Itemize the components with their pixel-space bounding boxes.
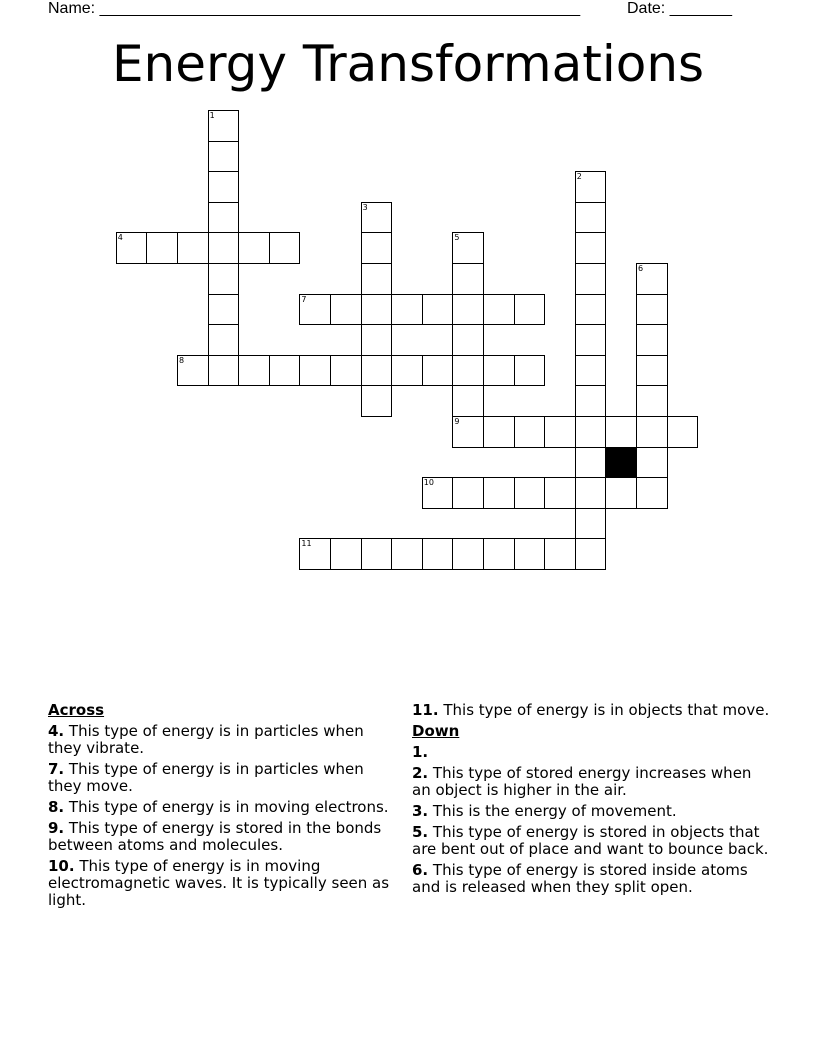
crossword-cell[interactable] [361,294,393,326]
crossword-cell[interactable] [208,232,240,264]
crossword-cell[interactable] [208,202,240,234]
crossword-cell[interactable] [361,324,393,356]
crossword-cell[interactable] [636,294,668,326]
crossword-cell[interactable] [422,477,454,509]
clue-down-5: 5. This type of energy is stored in objects that are bent out of place and want to bounce back. [412,823,769,858]
clue-across-7: 7. This type of energy is in particles when they move. [48,760,364,795]
date-field: Date: _______ [627,0,732,17]
crossword-cell[interactable] [605,416,637,448]
crossword-cell[interactable] [636,477,668,509]
crossword-cell[interactable] [636,447,668,479]
crossword-cell[interactable] [452,263,484,295]
crossword-cell[interactable] [483,294,515,326]
clue-number: 5 [454,233,460,243]
crossword-cell[interactable] [146,232,178,264]
crossword-cell[interactable] [575,538,607,570]
crossword-cell[interactable] [575,447,607,479]
crossword-cell[interactable] [575,171,607,203]
crossword-cell[interactable] [208,110,240,142]
blocked-cell [605,447,637,479]
crossword-cell[interactable] [208,294,240,326]
clue-across-9: 9. This type of energy is stored in the bonds between atoms and molecules. [48,819,382,854]
clue-number: 8 [179,355,185,365]
crossword-cell[interactable] [299,538,331,570]
crossword-cell[interactable] [452,232,484,264]
crossword-cell[interactable] [361,385,393,417]
crossword-cell[interactable] [391,294,423,326]
crossword-cell[interactable] [361,263,393,295]
clues-column-left [48,702,398,913]
crossword-cell[interactable] [575,294,607,326]
crossword-cell[interactable] [391,355,423,387]
crossword-cell[interactable] [636,263,668,295]
crossword-cell[interactable] [238,232,270,264]
clue-number: 1 [209,111,215,120]
crossword-cell[interactable] [361,232,393,264]
across-heading: Across [48,701,105,719]
crossword-cell[interactable] [483,538,515,570]
crossword-cell[interactable] [177,355,209,387]
crossword-cell[interactable] [575,385,607,417]
clue-down-2: 2. This type of stored energy increases when an object is higher in the air. [412,764,752,799]
crossword-cell[interactable] [452,385,484,417]
clue-number: 10 [423,478,434,488]
crossword-cell[interactable] [208,263,240,295]
clue-across-11: 11. This type of energy is in objects that move. [412,701,770,719]
crossword-cell[interactable] [269,355,301,387]
clue-across-4: 4. This type of energy is in particles when they vibrate. [48,722,364,757]
clue-number: 2 [576,172,582,182]
crossword-cell[interactable] [452,324,484,356]
crossword-cell[interactable] [422,538,454,570]
crossword-cell[interactable] [452,477,484,509]
crossword-cell[interactable] [605,477,637,509]
crossword-cell[interactable] [483,355,515,387]
clue-number: 3 [362,202,368,212]
crossword-cell[interactable] [483,416,515,448]
crossword-cell[interactable] [636,385,668,417]
crossword-cell[interactable] [514,416,546,448]
crossword-cell[interactable] [636,416,668,448]
crossword-cell[interactable] [636,324,668,356]
clues-column-right [412,702,772,900]
crossword-cell[interactable] [452,294,484,326]
crossword-cell[interactable] [361,202,393,234]
clue-down-6: 6. This type of energy is stored inside atoms and is released when they split open. [412,861,748,896]
crossword-cell[interactable] [269,232,301,264]
crossword-cell[interactable] [208,141,240,173]
crossword-cell[interactable] [422,294,454,326]
page-title: Energy Transformations [111,35,705,93]
crossword-cell[interactable] [177,232,209,264]
crossword-cell[interactable] [575,416,607,448]
crossword-cell[interactable] [514,538,546,570]
clue-number: 6 [638,264,644,273]
clue-down-3: 3. This is the energy of movement. [412,802,677,820]
crossword-cell[interactable] [208,171,240,203]
crossword-cell[interactable] [575,508,607,540]
crossword-cell[interactable] [544,477,576,509]
crossword-cell[interactable] [391,538,423,570]
clue-number: 4 [117,233,123,243]
crossword-cell[interactable] [208,324,240,356]
crossword-cell[interactable] [575,263,607,295]
crossword-cell[interactable] [208,355,240,387]
crossword-cell[interactable] [330,294,362,326]
crossword-cell[interactable] [514,477,546,509]
crossword-cell[interactable] [636,355,668,387]
crossword-cell[interactable] [544,416,576,448]
crossword-cell[interactable] [575,355,607,387]
clue-across-8: 8. This type of energy is in moving electrons. [48,798,389,816]
crossword-cell[interactable] [575,232,607,264]
crossword-cell[interactable] [544,538,576,570]
crossword-cell[interactable] [575,477,607,509]
crossword-cell[interactable] [299,294,331,326]
down-heading: Down [412,722,460,740]
crossword-cell[interactable] [452,538,484,570]
crossword-cell[interactable] [361,355,393,387]
crossword-cell[interactable] [299,355,331,387]
crossword-cell[interactable] [452,355,484,387]
crossword-cell[interactable] [514,294,546,326]
crossword-cell[interactable] [452,416,484,448]
crossword-cell[interactable] [238,355,270,387]
name-field: Name: ______________________________________________________ [48,0,581,17]
crossword-cell[interactable] [330,538,362,570]
crossword-cell[interactable] [575,202,607,234]
crossword-cell[interactable] [667,416,699,448]
clue-number: 7 [301,294,307,304]
clue-across-10: 10. This type of energy is in moving electromagnetic waves. It is typically seen as light. [48,857,390,909]
clue-down-1: 1. [412,743,429,761]
crossword-cell[interactable] [422,355,454,387]
clue-number: 9 [454,417,460,426]
clue-number: 11 [301,539,312,549]
crossword-cell[interactable] [361,538,393,570]
crossword-cell[interactable] [514,355,546,387]
crossword-cell[interactable] [483,477,515,509]
crossword-cell[interactable] [575,324,607,356]
crossword-cell[interactable] [330,355,362,387]
crossword-cell[interactable] [116,232,148,264]
